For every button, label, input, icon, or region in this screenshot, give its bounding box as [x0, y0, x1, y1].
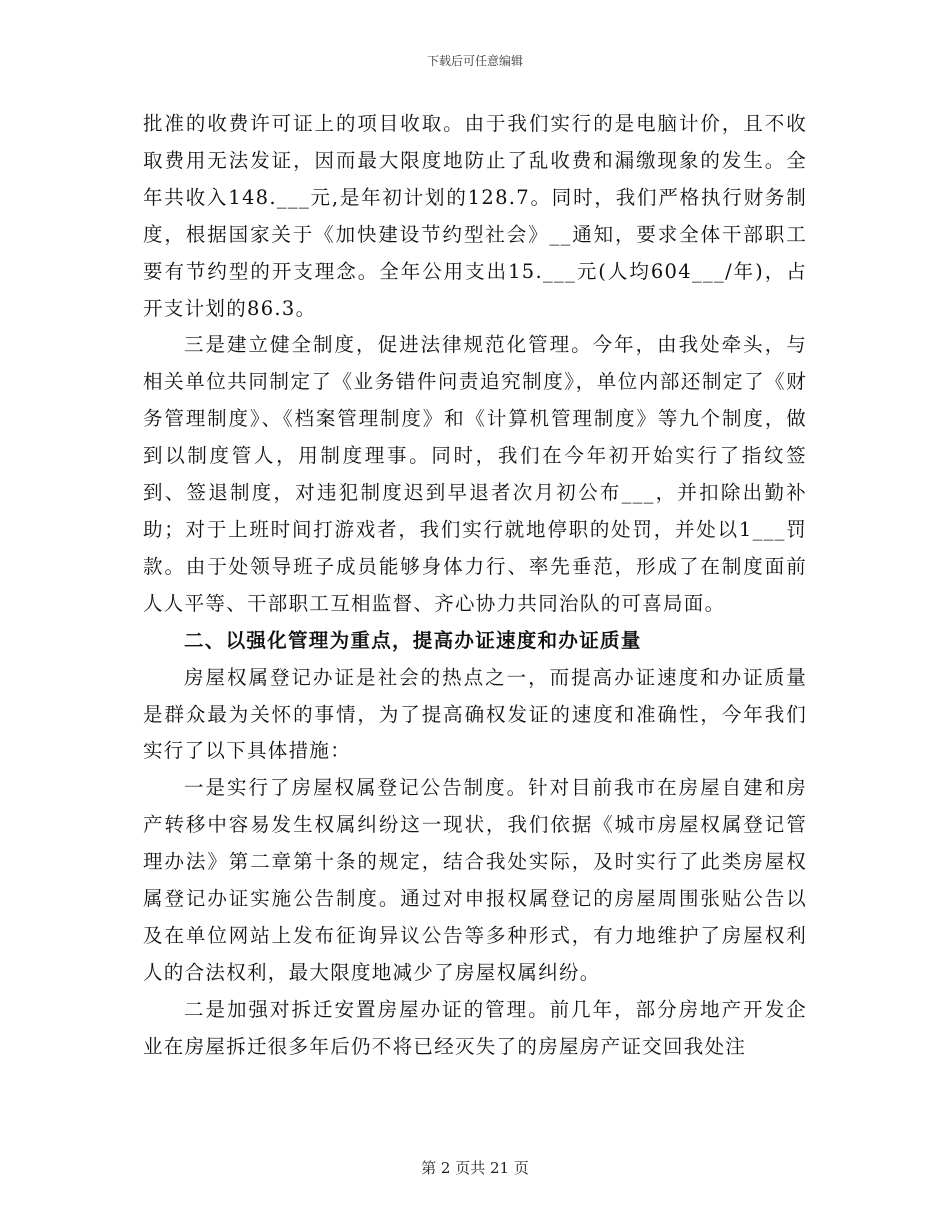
- paragraph-rules-system: 三是建立健全制度，促进法律规范化管理。今年，由我处牵头，与相关单位共同制定了《业务错件问责追究制度》，单位内部还制定了《财务管理制度》、《档案管理制度》和《计算机管理制度》等九个制度，做到以制度管人，用制度理事。同时，我们在今年初开始实行了指纹签到、签退制度，对违犯制度迟到早退者次月初公布___，并扣除出勤补助；对于上班时间打游戏者，我们实行就地停职的处罚，并处以1___罚款。由于处领导班子成员能够身体力行、率先垂范，形成了在制度面前人人平等、干部职工互相监督、齐心协力共同治队的可喜局面。: [143, 333, 807, 615]
- paragraph-fees-continued: 批准的收费许可证上的项目收取。由于我们实行的是电脑计价，且不收取费用无法发证，因而最大限度地防止了乱收费和漏缴现象的发生。全年共收入148.___元,是年初计划的128.7。同时，我们严格执行财务制度，根据国家关于《加快建设节约型社会》__通知，要求全体干部职工要有节约型的开支理念。全年公用支出15.___元(人均604___/年)，占开支计划的86.3。: [143, 112, 807, 320]
- section-heading: 二、以强化管理为重点，提高办证速度和办证质量: [184, 628, 642, 652]
- paragraph-section-intro: 房屋权属登记办证是社会的热点之一，而提高办证速度和办证质量是群众最为关怀的事情，为了提高确权发证的速度和准确性，今年我们实行了以下具体措施：: [143, 665, 807, 763]
- page-number: 第 2 页共 21 页: [421, 1159, 529, 1177]
- paragraph-announcement-system: 一是实行了房屋权属登记公告制度。针对目前我市在房屋自建和房产转移中容易发生权属纠纷这一现状，我们依据《城市房屋权属登记管理办法》第二章第十条的规定，结合我处实际，及时实行了此类房屋权属登记办证实施公告制度。通过对申报权属登记的房屋周围张贴公告以及在单位网站上发布征询异议公告等多种形式，有力地维护了房屋权利人的合法权利，最大限度地减少了房屋权属纠纷。: [143, 776, 807, 984]
- paragraph-demolition-management: 二是加强对拆迁安置房屋办证的管理。前几年，部分房地产开发企业在房屋拆迁很多年后仍不将已经灭失了的房屋房产证交回我处注: [143, 997, 807, 1058]
- document-body: [143, 106, 807, 1066]
- page-header-note: 下载后可任意编辑: [426, 54, 523, 68]
